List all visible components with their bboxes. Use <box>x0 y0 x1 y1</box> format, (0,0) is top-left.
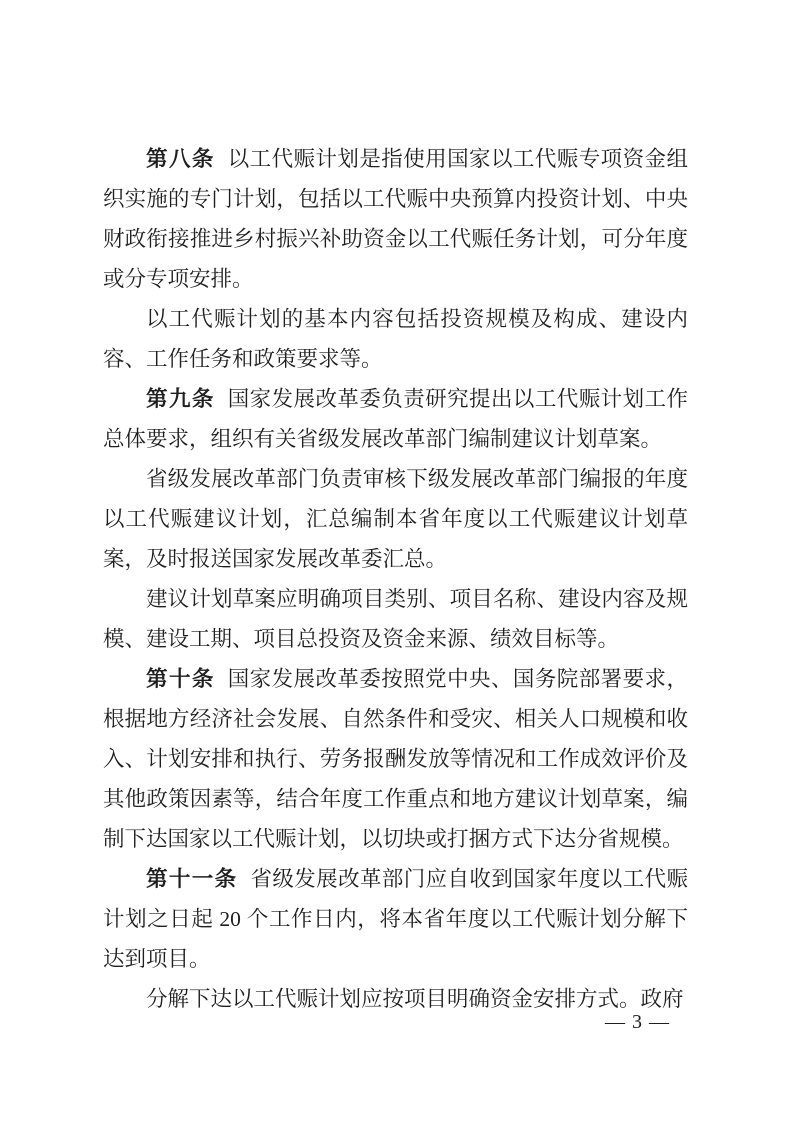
paragraph <box>103 579 688 659</box>
article-heading: 第八条 <box>146 147 215 171</box>
paragraph <box>103 379 688 459</box>
paragraph-text: 以工代赈计划是指使用国家以工代赈专项资金组织实施的专门计划，包括以工代赈中央预算内投资计划、中央财政衔接推进乡村振兴补助资金以工代赈任务计划，可分年度或分专项安排。 <box>103 147 688 291</box>
paragraph-text: 以工代赈计划的基本内容包括投资规模及构成、建设内容、工作任务和政策要求等。 <box>103 307 688 371</box>
article-heading: 第九条 <box>146 387 215 411</box>
paragraph <box>103 659 688 859</box>
paragraph-text: 建议计划草案应明确项目类别、项目名称、建设内容及规模、建设工期、项目总投资及资金来源、绩效目标等。 <box>103 587 688 651</box>
document-body <box>103 139 688 1019</box>
article-heading: 第十条 <box>146 667 215 691</box>
paragraph-text: 省级发展改革部门应自收到国家年度以工代赈计划之日起 20 个工作日内，将本省年度以工代赈计划分解下达到项目。 <box>103 867 688 971</box>
paragraph <box>103 459 688 579</box>
paragraph-text: 国家发展改革委负责研究提出以工代赈计划工作总体要求，组织有关省级发展改革部门编制建议计划草案。 <box>103 387 688 451</box>
paragraph-text: 分解下达以工代赈计划应按项目明确资金安排方式。政府 <box>146 987 684 1011</box>
page-number: — 3 — <box>605 1011 670 1033</box>
article-heading: 第十一条 <box>146 867 238 891</box>
paragraph <box>103 299 688 379</box>
paragraph <box>103 859 688 979</box>
paragraph <box>103 979 688 1019</box>
paragraph-text: 省级发展改革部门负责审核下级发展改革部门编报的年度以工代赈建议计划，汇总编制本省年度以工代赈建议计划草案，及时报送国家发展改革委汇总。 <box>103 467 688 571</box>
paragraph <box>103 139 688 299</box>
paragraph-text: 国家发展改革委按照党中央、国务院部署要求，根据地方经济社会发展、自然条件和受灾、相关人口规模和收入、计划安排和执行、劳务报酬发放等情况和工作成效评价及其他政策因素等，结合年度工作重点和地方建议计划草案，编制下达国家以工代赈计划，以切块或打捆方式下达分省规模。 <box>103 667 688 851</box>
